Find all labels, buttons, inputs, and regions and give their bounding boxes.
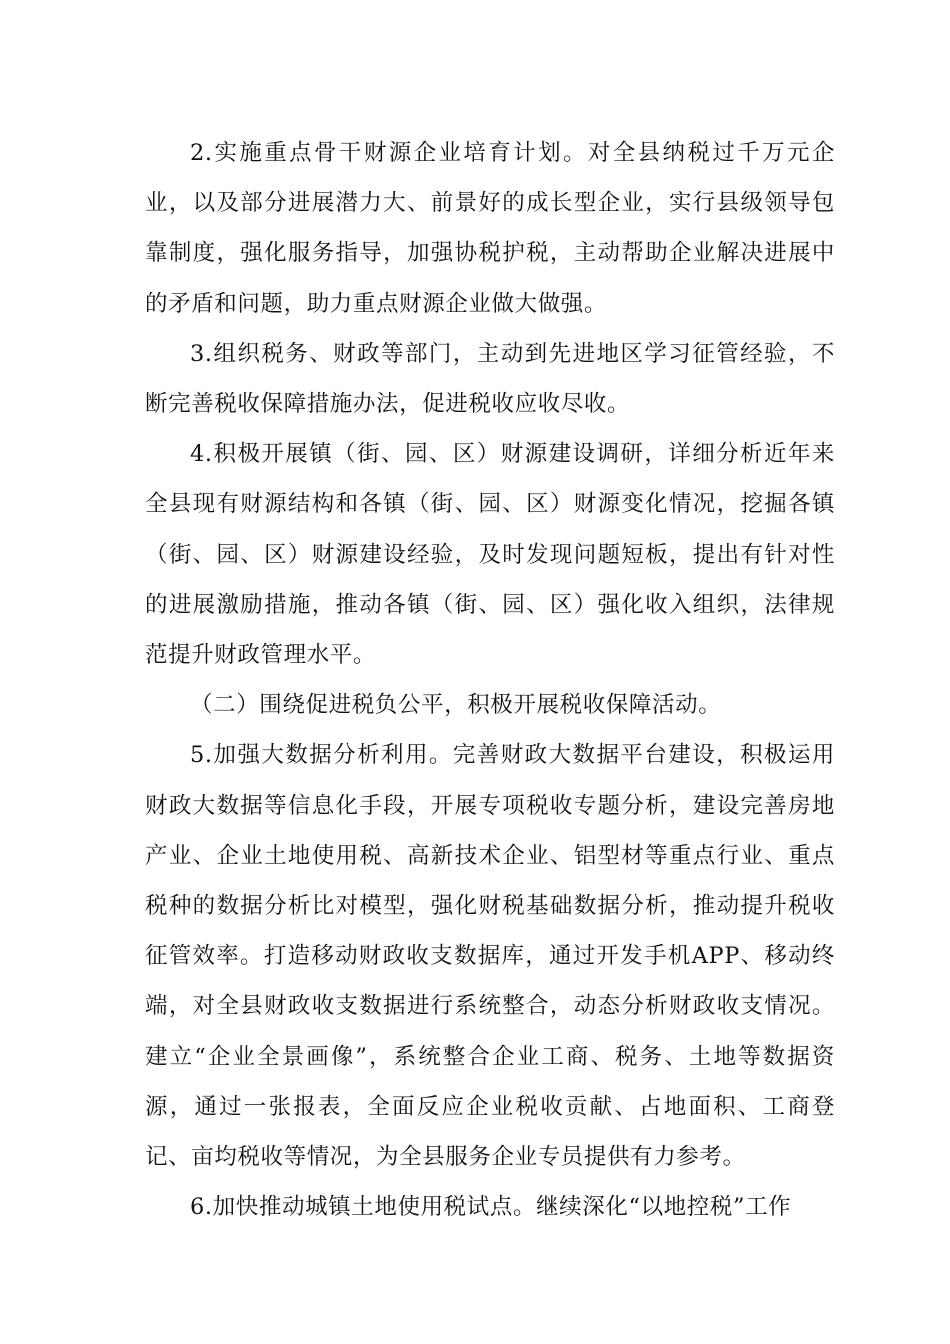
section-heading-2: （二）围绕促进税负公平，积极开展税收保障活动。 bbox=[190, 692, 722, 719]
document-page bbox=[145, 128, 835, 1232]
paragraph-item-2: 2.实施重点骨干财源企业培育计划。对全县纳税过千万元企业，以及部分进展潜力大、前景好的成长型企业，实行县级领导包靠制度，强化服务指导，加强协税护税，主动帮助企业解决进展中的矛盾和问题，助力重点财源企业做大做强。 bbox=[145, 140, 835, 317]
paragraph-item-4: 4.积极开展镇（街、园、区）财源建设调研，详细分析近年来全县现有财源结构和各镇（街、园、区）财源变化情况，挖掘各镇（街、园、区）财源建设经验，及时发现问题短板，提出有针对性的进展激励措施，推动各镇（街、园、区）强化收入组织，法律规范提升财政管理水平。 bbox=[145, 441, 835, 669]
paragraph-item-5: 5.加强大数据分析利用。完善财政大数据平台建设，积极运用财政大数据等信息化手段，开展专项税收专题分析，建设完善房地产业、企业土地使用税、高新技术企业、铝型材等重点行业、重点税种的数据分析比对模型，强化财税基础数据分析，推动提升税收征管效率。打造移动财政收支数据库，通过开发手机APP、移动终端，对全县财政收支数据进行系统整合，动态分析财政收支情况。建立“企业全景画像”，系统整合企业工商、税务、土地等数据资源，通过一张报表，全面反应企业税收贡献、占地面积、工商登记、亩均税收等情况，为全县服务企业专员提供有力参考。 bbox=[145, 742, 835, 1171]
paragraph-item-6: 6.加快推动城镇土地使用税试点。继续深化“以地控税”工作 bbox=[190, 1194, 792, 1221]
paragraph-item-3: 3.组织税务、财政等部门，主动到先进地区学习征管经验，不断完善税收保障措施办法，促进税收应收尽收。 bbox=[145, 340, 835, 418]
